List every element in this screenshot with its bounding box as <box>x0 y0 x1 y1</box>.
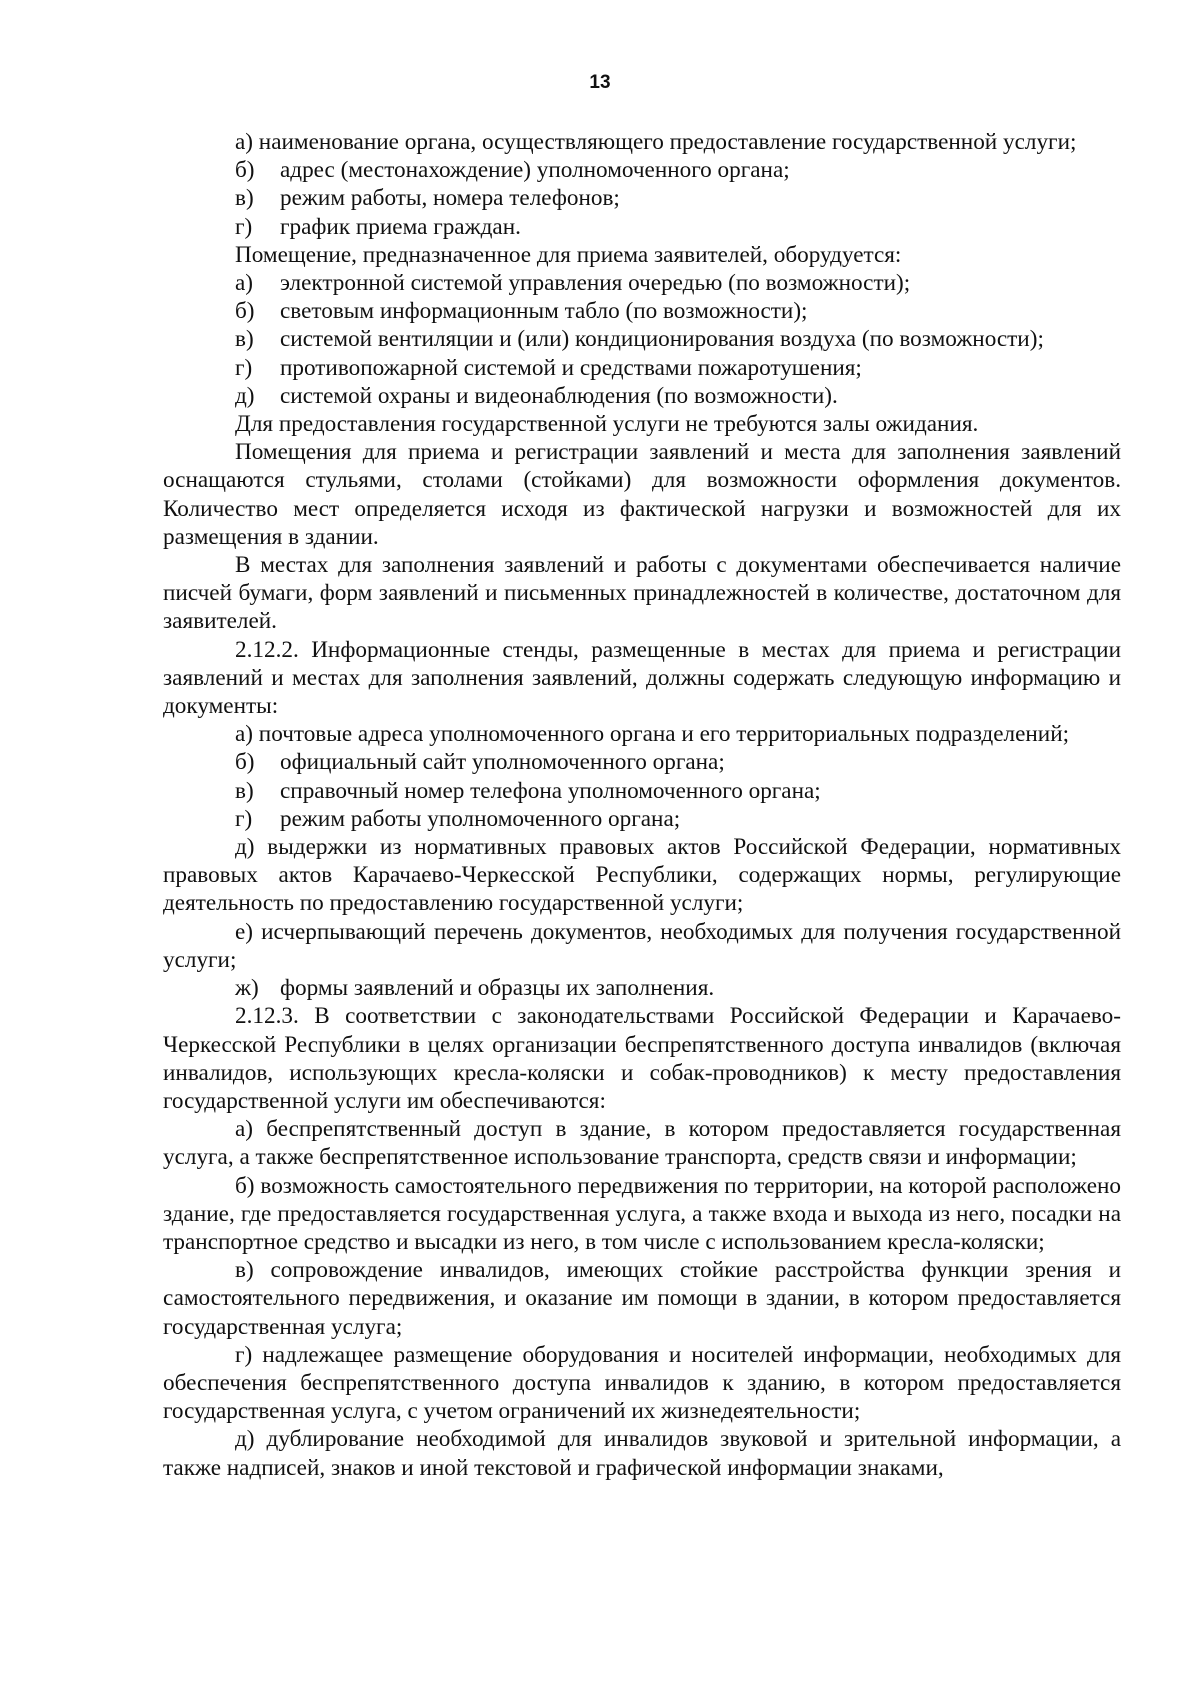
list-item-text: адрес (местонахождение) уполномоченного органа; <box>280 157 790 184</box>
paragraph: 2.12.2. Информационные стенды, размещенные в местах для приема и регистрации заявлений и местах для заполнения заявлений, должны содержать следующую информацию и документы: <box>163 636 1121 720</box>
list-item <box>163 974 1121 1002</box>
list-item <box>163 748 1121 776</box>
list-marker: б) <box>235 157 255 184</box>
paragraph: а) беспрепятственный доступ в здание, в котором предоставляется государственная услуга, а также беспрепятственное использование транспорта, средств связи и информации; <box>163 1116 1121 1171</box>
list-item-text: противопожарной системой и средствами пожаротушения; <box>280 354 862 381</box>
paragraph: 2.12.3. В соответствии с законодательствами Российской Федерации и Карачаево-Черкесской Республики в целях организации беспрепятственного доступа инвалидов (включая инвалидов, использующих кресла-коляски и собак-проводников) к месту предоставления государственной услуги им обеспечиваются: <box>163 1003 1121 1114</box>
list-item-text: справочный номер телефона уполномоченного органа; <box>280 777 821 804</box>
list-item-text: системой охраны и видеонаблюдения (по возможности). <box>280 382 838 409</box>
list-item-text: световым информационным табло (по возможности); <box>280 298 808 325</box>
list-item <box>163 805 1121 833</box>
list-marker: г) <box>235 805 253 832</box>
list-item-text: официальный сайт уполномоченного органа; <box>280 749 725 776</box>
list-marker: г) <box>235 354 253 381</box>
paragraph: Помещения для приема и регистрации заявлений и места для заполнения заявлений оснащаются стульями, столами (стойками) для возможности оформления документов. Количество мест определяется исходя из фактической нагрузки и возможностей для их размещения в здании. <box>163 439 1121 550</box>
paragraph: д) выдержки из нормативных правовых актов Российской Федерации, нормативных правовых актов Карачаево-Черкесской Республики, содержащих нормы, регулирующие деятельность по предоставлению государственной услуги; <box>163 834 1121 917</box>
document-body <box>163 128 1121 1482</box>
list-item-text: формы заявлений и образцы их заполнения. <box>280 975 715 1002</box>
list-marker: в) <box>235 326 254 353</box>
list-item <box>163 325 1121 353</box>
list-marker: а) <box>235 270 254 297</box>
list-marker: в) <box>235 777 254 804</box>
list-item-text: график приема граждан. <box>280 213 521 240</box>
paragraph: д) дублирование необходимой для инвалидов звуковой и зрительной информации, а также надписей, знаков и иной текстовой и графической информации знаками, <box>163 1426 1121 1481</box>
list-item <box>163 382 1121 410</box>
list-marker: б) <box>235 298 255 325</box>
paragraph: В местах для заполнения заявлений и работы с документами обеспечивается наличие писчей бумаги, форм заявлений и письменных принадлежностей в количестве, достаточном для заявителей. <box>163 552 1121 635</box>
list-marker: в) <box>235 185 254 212</box>
paragraph: г) надлежащее размещение оборудования и носителей информации, необходимых для обеспечения беспрепятственного доступа инвалидов к зданию, в котором предоставляется государственная услуга, с учетом ограничений их жизнедеятельности; <box>163 1341 1121 1425</box>
list-item <box>163 354 1121 382</box>
paragraph: б) возможность самостоятельного передвижения по территории, на которой расположено здание, где предоставляется государственная услуга, а также входа и выхода из него, посадки на транспортное средство и высадки из него, в том числе с использованием кресла-коляски; <box>163 1172 1121 1255</box>
paragraph: а) почтовые адреса уполномоченного органа и его территориальных подразделений; <box>235 721 1070 748</box>
paragraph: в) сопровождение инвалидов, имеющих стойкие расстройства функции зрения и самостоятельного передвижения, и оказание им помощи в здании, в котором предоставляется государственная услуга; <box>163 1257 1121 1340</box>
list-item-text: режим работы уполномоченного органа; <box>280 805 681 832</box>
list-item-text: системой вентиляции и (или) кондиционирования воздуха (по возможности); <box>280 326 1044 353</box>
list-marker: б) <box>235 749 255 776</box>
list-item <box>163 213 1121 241</box>
list-item <box>163 777 1121 805</box>
list-item <box>163 184 1121 212</box>
list-marker: д) <box>235 382 255 409</box>
list-item-text: электронной системой управления очередью (по возможности); <box>280 270 911 297</box>
paragraph: Помещение, предназначенное для приема заявителей, оборудуется: <box>235 241 902 268</box>
list-item-text: режим работы, номера телефонов; <box>280 185 620 212</box>
list-item <box>163 297 1121 325</box>
list-item <box>163 269 1121 297</box>
list-marker: ж) <box>235 975 259 1002</box>
list-item <box>163 156 1121 184</box>
page-number: 13 <box>589 72 611 93</box>
paragraph: а) наименование органа, осуществляющего предоставление государственной услуги; <box>235 129 1077 155</box>
paragraph: Для предоставления государственной услуги не требуются залы ожидания. <box>235 411 979 438</box>
paragraph: е) исчерпывающий перечень документов, необходимых для получения государственной услуги; <box>163 918 1121 973</box>
list-marker: г) <box>235 213 253 240</box>
